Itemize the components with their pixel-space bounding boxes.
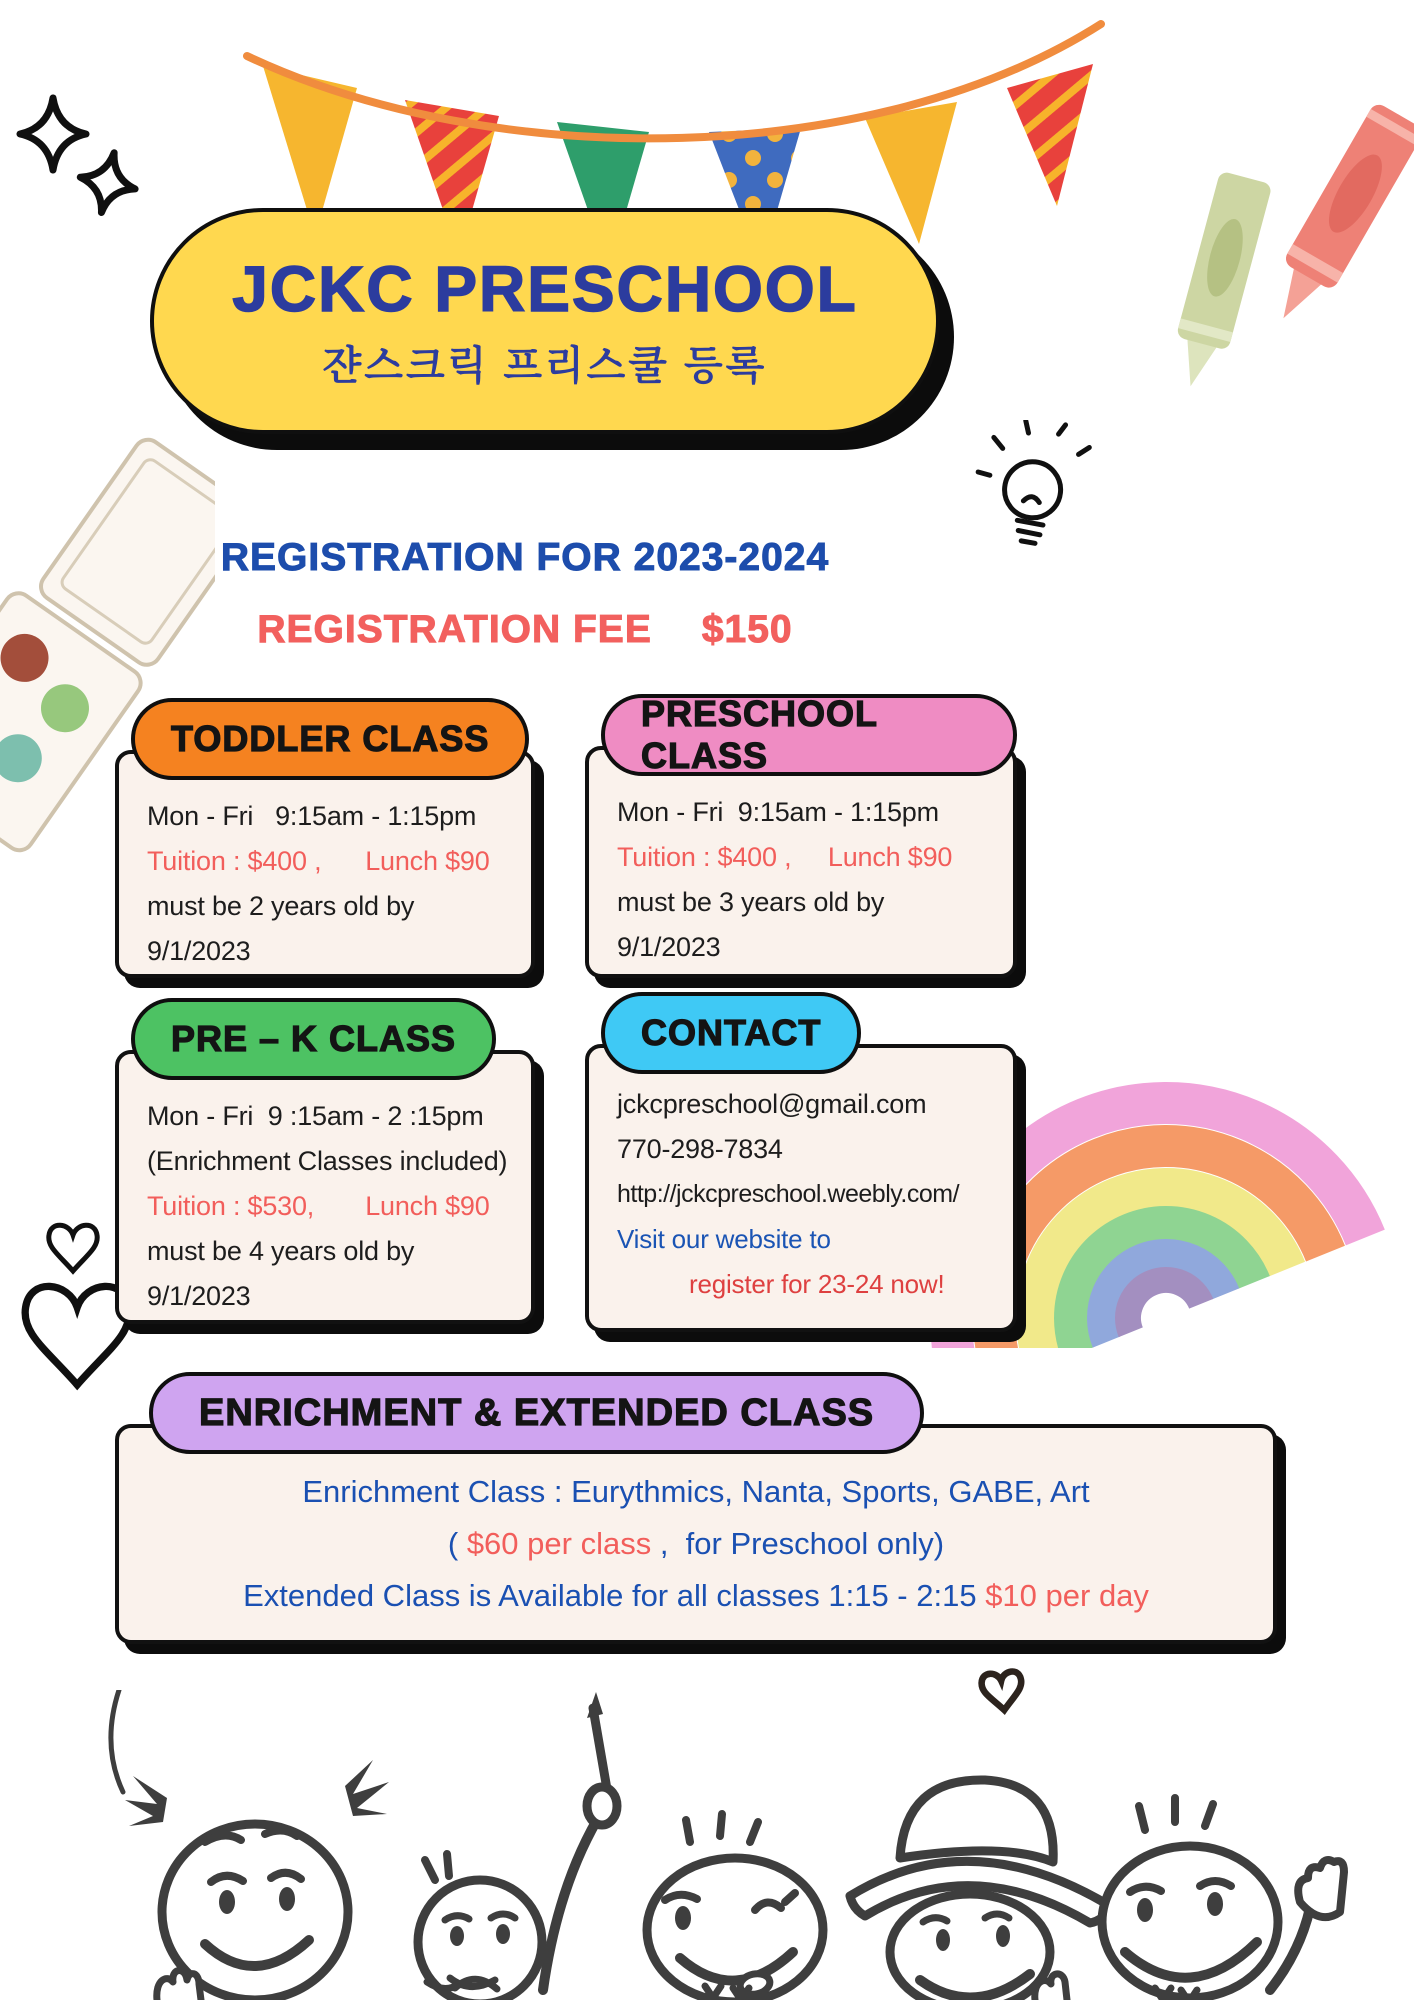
registration-fee-amount: $150 [701,608,793,651]
toddler-class-card [115,698,535,978]
prek-class-header [131,998,496,1080]
contact-website-url: http://jckcpreschool.weebly.com/ [617,1180,960,1208]
toddler-tuition: Tuition : $400 , Lunch $90 [147,846,490,876]
preschool-class-body [585,746,1017,978]
sparkle-stars-icon [8,92,168,227]
contact-header [601,992,861,1074]
preschool-class-title: PRESCHOOL CLASS [641,693,878,776]
prek-class-card [115,998,535,1324]
preschool-tuition: Tuition : $400 , Lunch $90 [617,842,953,872]
preschool-schedule: Mon - Fri 9:15am - 1:15pm [617,797,939,827]
enrichment-body [115,1424,1277,1644]
prek-note: (Enrichment Classes included) [147,1146,508,1176]
toddler-schedule: Mon - Fri 9:15am - 1:15pm [147,801,477,831]
enrichment-extended-card [115,1372,1277,1644]
registration-fee-label: REGISTRATION FEE [257,608,652,651]
registration-year-heading: REGISTRATION FOR 2023-2024 [220,536,830,579]
extended-class-line [133,1570,1259,1622]
contact-body [585,1044,1017,1332]
extended-class-price: $10 per day [985,1578,1149,1613]
enrichment-price-rest: , for Preschool only) [651,1526,945,1561]
children-doodle-illustration [105,1690,1365,2000]
enrichment-classes-line: Enrichment Class : Eurythmics, Nanta, Sports, GABE, Art [302,1474,1090,1509]
toddler-class-title: TODDLER CLASS [171,718,490,759]
prek-tuition: Tuition : $530, Lunch $90 [147,1191,490,1221]
lightbulb-icon [975,420,1095,552]
title-banner [150,208,940,434]
preschool-class-header [601,694,1017,776]
toddler-class-header [131,698,529,780]
prek-schedule: Mon - Fri 9 :15am - 2 :15pm [147,1101,484,1131]
contact-title: CONTACT [641,1012,822,1053]
flyer-subtitle-korean: 쟌스크릭 프리스쿨 등록 [322,343,768,388]
extended-class-text: Extended Class is Available for all classes 1:15 - 2:15 [243,1578,986,1613]
prek-class-body [115,1050,535,1324]
enrichment-price-open: ( [447,1526,467,1561]
contact-cta-line1: Visit our website to [617,1224,831,1254]
preschool-age-requirement: must be 3 years old by 9/1/2023 [617,887,892,962]
toddler-class-body [115,750,535,978]
preschool-class-card [585,694,1017,978]
prek-age-requirement: must be 4 years old by 9/1/2023 [147,1236,422,1311]
contact-email: jckcpreschool@gmail.com [617,1089,927,1119]
toddler-age-requirement: must be 2 years old by 9/1/2023 [147,891,422,966]
enrichment-price-line [133,1518,1259,1570]
contact-cta-line2: register for 23-24 now! [689,1269,945,1299]
enrichment-header [149,1372,924,1454]
flyer-title: JCKC PRESCHOOL [232,252,858,325]
enrichment-title: ENRICHMENT & EXTENDED CLASS [199,1391,875,1434]
enrichment-price-value: $60 per class [466,1526,652,1561]
prek-class-title: PRE – K CLASS [171,1018,457,1059]
contact-phone: 770-298-7834 [617,1134,783,1164]
